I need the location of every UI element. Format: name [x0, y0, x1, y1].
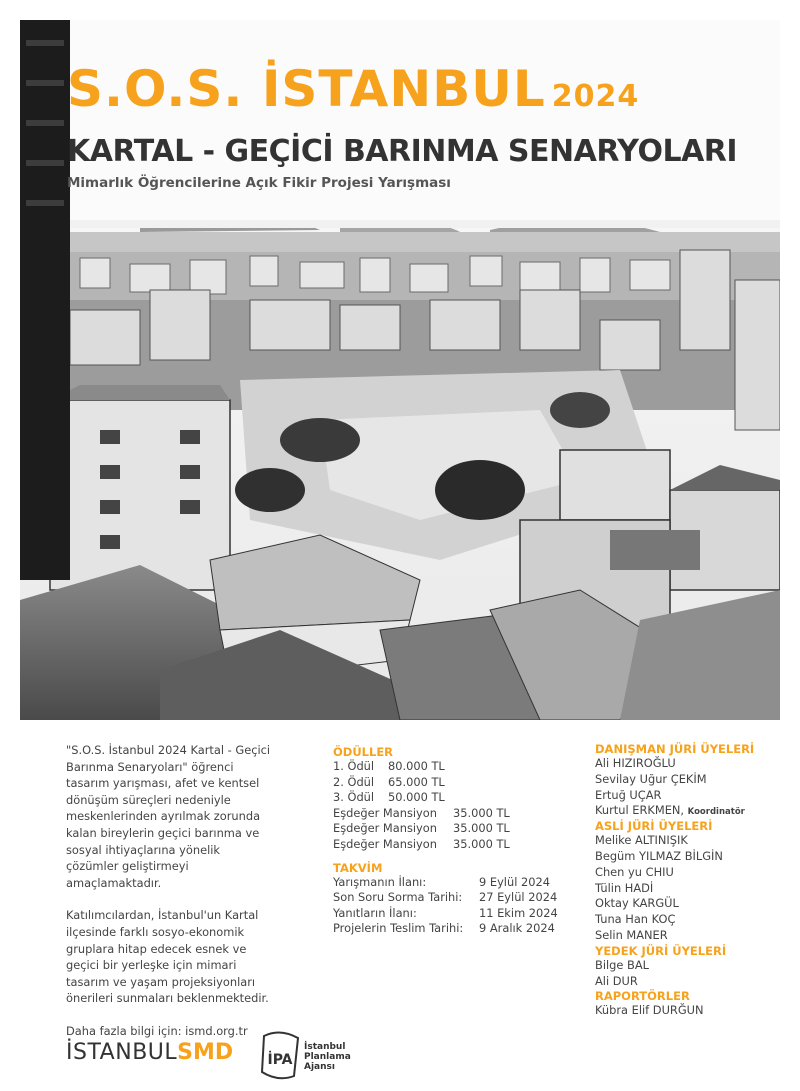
- juror-row: [595, 833, 795, 849]
- reporters-heading: RAPORTÖRLER: [595, 989, 690, 1004]
- juror-row: [595, 756, 795, 772]
- juror-last-name: DUR: [612, 973, 638, 988]
- advisory-jury-list: [595, 756, 795, 819]
- poster-year: 2024: [551, 79, 640, 114]
- juror-last-name: DURĞUN: [652, 1003, 704, 1018]
- schedule-row: [333, 921, 573, 937]
- award-amount: 35.000 TL: [453, 821, 510, 836]
- juror-first-name: Ertuğ: [595, 787, 626, 802]
- ipa-logo: [258, 1028, 378, 1083]
- schedule-row: [333, 906, 573, 922]
- juror-row: [595, 896, 795, 912]
- juror-first-name: Kübra Elif: [595, 1003, 650, 1018]
- juror-row: [595, 912, 795, 928]
- ipa-name: İstanbul Planlama Ajansı: [304, 1042, 351, 1072]
- juror-last-name: UÇAR: [629, 787, 662, 802]
- awards-heading: ÖDÜLLER: [333, 745, 394, 759]
- award-row: [333, 759, 573, 775]
- juror-row: [595, 881, 795, 897]
- award-label: Eşdeğer Mansiyon: [333, 836, 437, 851]
- juror-row: [595, 928, 795, 944]
- schedule-list: [333, 875, 573, 937]
- juror-last-name: HADİ: [624, 880, 654, 895]
- juror-first-name: Melike: [595, 833, 632, 848]
- juror-last-name: BAL: [627, 957, 649, 972]
- istanbul-smd-logo: İSTANBULSMD: [66, 1040, 234, 1065]
- award-amount: 65.000 TL: [388, 774, 445, 789]
- awards-schedule-column: [333, 745, 573, 937]
- schedule-label: Yanıtların İlanı:: [333, 905, 417, 920]
- description-paragraph-2: Katılımcılardan, İstanbul'un Kartal ilçesinde farklı sosyo-ekonomik gruplara hitap edecek esnek ve geçici bir yerleşke için mimari tasarım ve yaşam projeksiyonları önerileri sunmaları beklenmektedir.: [66, 908, 269, 1006]
- award-label: 2. Ödül: [333, 774, 375, 789]
- reporters-list: [595, 1003, 795, 1019]
- juror-row: [595, 772, 795, 788]
- poster-header: [20, 20, 780, 200]
- schedule-heading: TAKVİM: [333, 860, 383, 875]
- award-label: 3. Ödül: [333, 790, 375, 805]
- juror-first-name: Chen yu: [595, 864, 642, 879]
- schedule-label: Son Soru Sorma Tarihi:: [333, 890, 463, 905]
- schedule-date: 9 Aralık 2024: [479, 921, 555, 936]
- award-label: 1. Ödül: [333, 759, 375, 773]
- award-row: [333, 790, 573, 806]
- schedule-row: [333, 890, 573, 906]
- main-jury-list: [595, 833, 795, 944]
- juror-first-name: Oktay: [595, 896, 629, 911]
- juror-last-name: KOÇ: [651, 912, 676, 927]
- juror-first-name: Selin: [595, 927, 623, 942]
- juror-row: [595, 865, 795, 881]
- juror-row: [595, 803, 795, 819]
- description-paragraph-1: "S.O.S. İstanbul 2024 Kartal - Geçici Barınma Senaryoları" öğrenci tasarım yarışması, afet ve kentsel dönüşüm süreçleri nedeniyle meskenlerinden ayrılmak zorunda kalan bireylerin geçici barınma ve sosyal ihtiyaçlarına yönelik çözümler geliştirmeyi amaçlamaktadır.: [66, 743, 271, 890]
- schedule-label: Yarışmanın İlanı:: [333, 874, 427, 889]
- award-amount: 35.000 TL: [453, 805, 510, 820]
- award-row: [333, 837, 573, 853]
- schedule-row: [333, 875, 573, 891]
- award-label: Eşdeğer Mansiyon: [333, 805, 437, 820]
- juror-row: [595, 958, 795, 974]
- juror-row: [595, 788, 795, 804]
- jury-column: [595, 742, 795, 1019]
- juror-last-name: MANER: [626, 927, 668, 942]
- cover-photo: [20, 20, 780, 720]
- award-row: [333, 806, 573, 822]
- award-label: Eşdeğer Mansiyon: [333, 821, 437, 836]
- poster-subtitle: KARTAL - GEÇİCİ BARINMA SENARYOLARI: [67, 134, 738, 169]
- juror-first-name: Bilge: [595, 957, 624, 972]
- award-amount: 50.000 TL: [388, 790, 445, 805]
- schedule-date: 27 Eylül 2024: [479, 890, 558, 905]
- main-jury-heading: ASLİ JÜRİ ÜYELERİ: [595, 819, 713, 834]
- juror-row: [595, 1003, 795, 1019]
- awards-list: [333, 759, 573, 853]
- more-info-link[interactable]: Daha fazla bilgi için: ismd.org.tr: [66, 1023, 248, 1038]
- juror-first-name: Sevilay Uğur: [595, 771, 668, 786]
- reserve-jury-list: [595, 958, 795, 990]
- schedule-date: 9 Eylül 2024: [479, 874, 550, 889]
- juror-last-name: ALTINIŞIK: [635, 833, 688, 848]
- juror-first-name: Tülin: [595, 880, 622, 895]
- ipa-mark-icon: [258, 1028, 302, 1083]
- juror-row: [595, 849, 795, 865]
- juror-last-name: ERKMEN,: [632, 803, 685, 818]
- award-amount: 35.000 TL: [453, 836, 510, 851]
- juror-first-name: Tuna Han: [595, 912, 649, 927]
- juror-row: [595, 974, 795, 990]
- juror-first-name: Begüm: [595, 848, 636, 863]
- award-row: [333, 821, 573, 837]
- juror-first-name: Ali: [595, 756, 610, 770]
- juror-last-name: YILMAZ BİLGİN: [639, 848, 723, 863]
- award-row: [333, 775, 573, 791]
- poster-title: S.O.S. İSTANBUL 2024: [67, 60, 640, 118]
- juror-role-note: Koordinatör: [687, 807, 745, 818]
- juror-last-name: KARGÜL: [632, 896, 679, 911]
- juror-last-name: CHIU: [645, 864, 674, 879]
- description-column: [66, 742, 276, 1056]
- juror-last-name: HIZIROĞLU: [612, 756, 676, 770]
- ipa-mark-text: İPA: [267, 1052, 293, 1068]
- schedule-date: 11 Ekim 2024: [479, 905, 558, 920]
- reserve-jury-heading: YEDEK JÜRİ ÜYELERİ: [595, 943, 727, 958]
- advisory-jury-heading: DANIŞMAN JÜRİ ÜYELERİ: [595, 742, 755, 756]
- juror-last-name: ÇEKİM: [670, 771, 707, 786]
- juror-first-name: Kurtul: [595, 803, 629, 818]
- award-amount: 80.000 TL: [388, 759, 445, 773]
- schedule-label: Projelerin Teslim Tarihi:: [333, 921, 464, 936]
- juror-first-name: Ali: [595, 973, 610, 988]
- poster-tagline: Mimarlık Öğrencilerine Açık Fikir Projesi Yarışması: [67, 175, 451, 191]
